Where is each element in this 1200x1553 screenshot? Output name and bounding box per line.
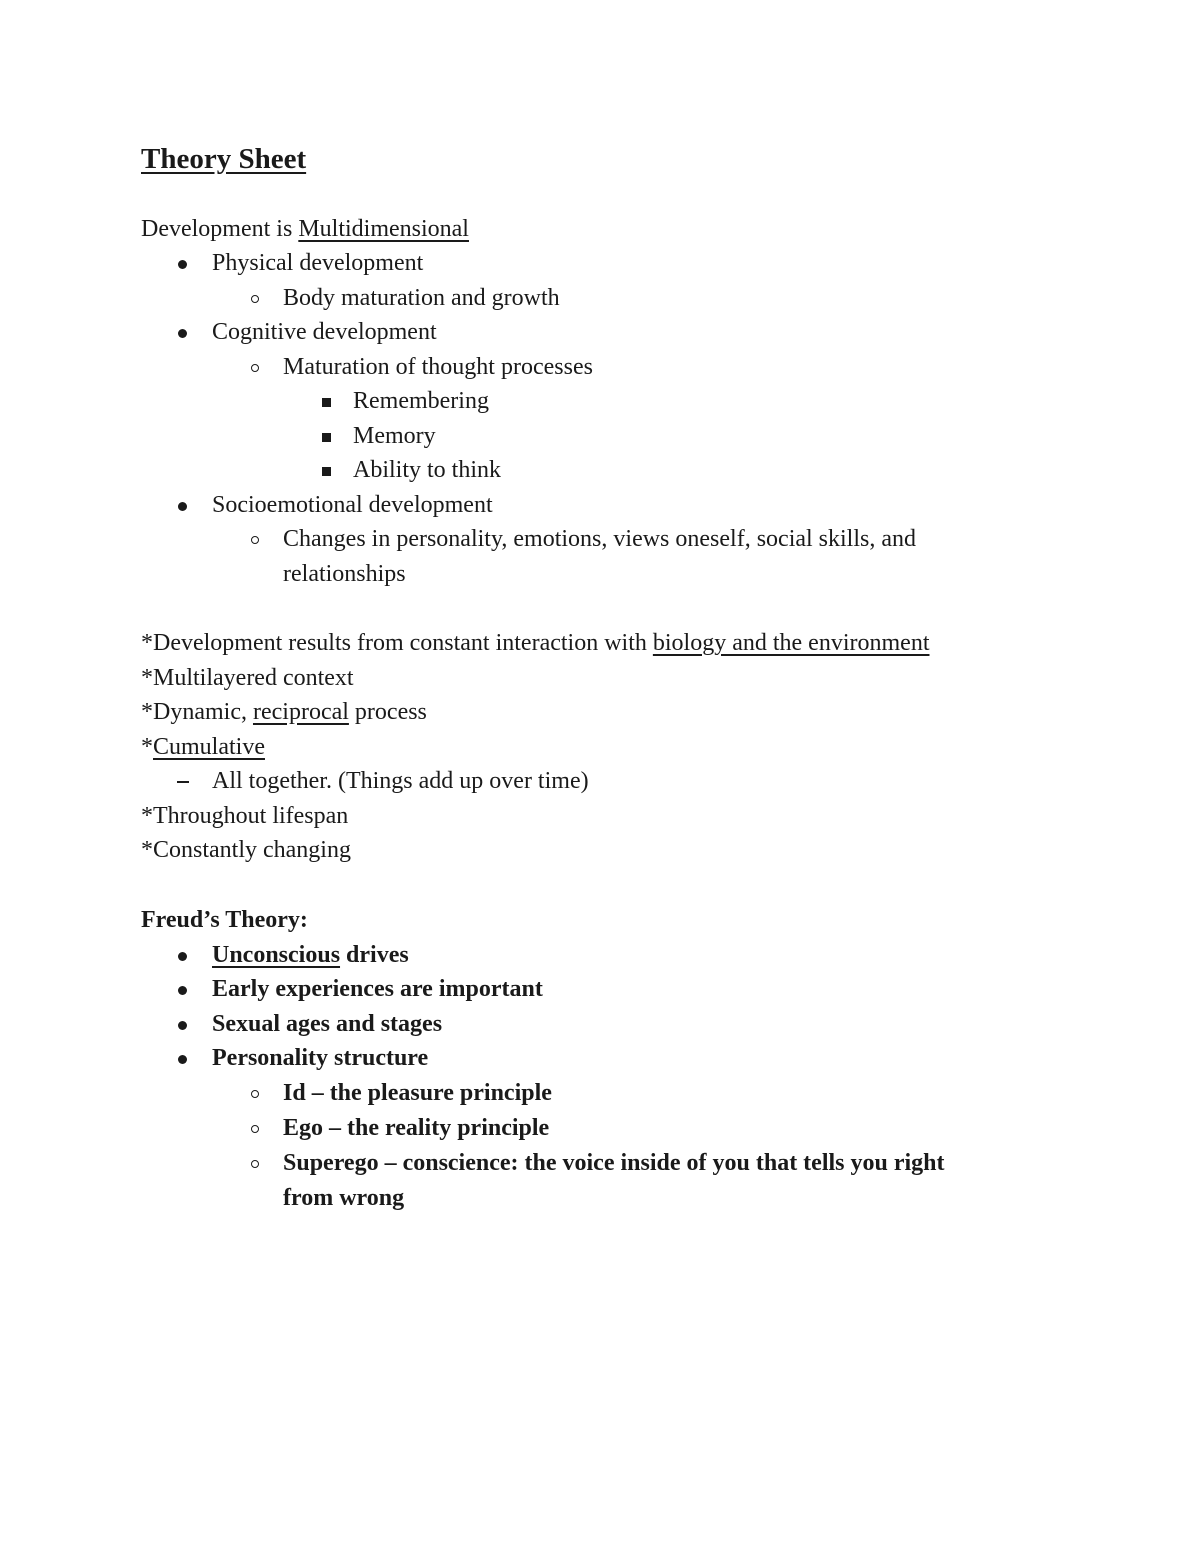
list-item-text: drives: [340, 942, 409, 968]
disc-bullet-icon: [178, 260, 187, 269]
square-bullet-icon: [322, 467, 331, 476]
note-text: *Development results from constant interaction with: [141, 630, 653, 656]
list-item-text: Cognitive development: [212, 319, 437, 345]
list-item-text: Id – the pleasure principle: [283, 1080, 552, 1106]
circle-bullet-icon: [251, 536, 259, 544]
page-title: Theory Sheet: [141, 143, 307, 175]
heading-prefix: Development is: [141, 216, 299, 242]
note-text: *Throughout lifespan: [141, 803, 349, 829]
list-item-text: Maturation of thought processes: [283, 354, 593, 380]
disc-bullet-icon: [178, 329, 187, 338]
heading-underlined: Multidimensional: [298, 216, 469, 242]
list-item-text: Sexual ages and stages: [212, 1011, 443, 1037]
disc-bullet-icon: [178, 986, 187, 995]
disc-bullet-icon: [178, 502, 187, 511]
note-line: [141, 835, 351, 865]
square-bullet-icon: [322, 433, 331, 442]
circle-bullet-icon: [251, 364, 259, 372]
list-item-text: Physical development: [212, 250, 424, 276]
freud-heading: [141, 905, 308, 935]
note-line: [141, 801, 348, 831]
note-sub-text: All together. (Things add up over time): [212, 768, 589, 794]
circle-bullet-icon: [251, 1090, 259, 1098]
list-item-text: relationships: [283, 561, 406, 587]
list-item-text: Ego – the reality principle: [283, 1115, 550, 1141]
list-item-text: Superego – conscience: the voice inside of you that tells you right: [283, 1150, 945, 1176]
list-item-text: Changes in personality, emotions, views oneself, social skills, and: [283, 526, 917, 552]
list-item-underlined: Unconscious: [212, 942, 341, 968]
note-line: [141, 663, 354, 693]
note-line: [141, 697, 427, 727]
section-heading-development: [141, 214, 469, 244]
note-text: *Constantly changing: [141, 837, 351, 863]
note-text: *Multilayered context: [141, 665, 354, 691]
note-line: [141, 628, 929, 658]
circle-bullet-icon: [251, 1160, 259, 1168]
square-bullet-icon: [322, 398, 331, 407]
note-underlined: Cumulative: [153, 734, 265, 760]
list-item-text: Socioemotional development: [212, 492, 493, 518]
note-text: *: [141, 734, 153, 760]
list-item-text: Memory: [353, 423, 436, 449]
list-item-text: Personality structure: [212, 1045, 429, 1071]
disc-bullet-icon: [178, 1055, 187, 1064]
list-item-text: Body maturation and growth: [283, 285, 560, 311]
circle-bullet-icon: [251, 295, 259, 303]
disc-bullet-icon: [178, 1021, 187, 1030]
list-item-text: from wrong: [283, 1185, 405, 1211]
note-underlined: biology and the environment: [652, 630, 930, 656]
note-text: *Dynamic,: [141, 699, 253, 725]
disc-bullet-icon: [178, 952, 187, 961]
note-line: [141, 732, 265, 762]
list-item-text: Remembering: [353, 388, 489, 414]
list-item-text: Early experiences are important: [212, 976, 543, 1002]
freud-heading-text: Freud’s Theory:: [141, 907, 308, 933]
note-underlined: reciprocal: [252, 699, 349, 725]
circle-bullet-icon: [251, 1125, 259, 1133]
note-text: process: [348, 699, 427, 725]
dash-bullet-icon: [177, 781, 189, 783]
list-item-text: Ability to think: [353, 457, 502, 483]
